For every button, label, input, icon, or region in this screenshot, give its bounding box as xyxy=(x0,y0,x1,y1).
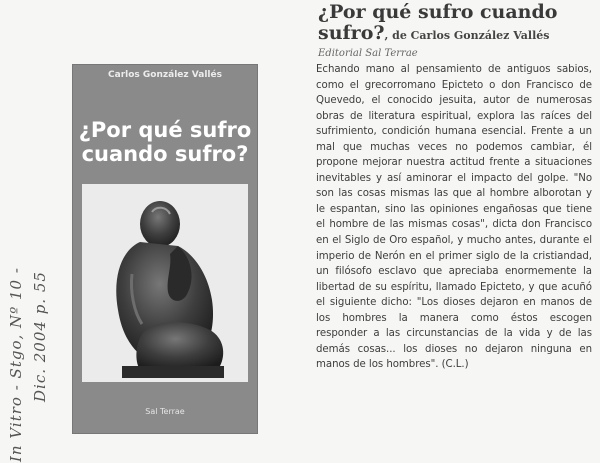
cover-title xyxy=(72,118,258,166)
article-publisher: Editorial Sal Terrae xyxy=(318,48,418,59)
book-cover xyxy=(72,64,258,434)
cover-title-line-2: cuando sufro? xyxy=(81,142,249,166)
margin-note-line-2: Dic. 2004 p. 55 xyxy=(31,271,49,402)
article-title xyxy=(318,2,593,46)
cover-title-line-1: ¿Por qué sufro xyxy=(78,118,252,142)
margin-note-line-1: In Vitro - Stgo, Nº 10 - xyxy=(7,267,25,462)
handwritten-margin-note xyxy=(4,222,52,462)
cover-sculpture-image xyxy=(82,184,248,382)
article-body: Echando mano al pensamiento de antiguos sabios, como el grecorromano Epicteto o don Francisco de Quevedo, el conocido jesuita, autor de numerosas obras de literatura espiritual, explora las raíces del sufrimiento, condición humana esencial. Frente a un mal que muchas veces no podemos cambiar, él propone mejorar nuestra actitud frente a situaciones inevitables y así aminorar el impacto del golpe. "No son las cosas mismas las que al hombre alborotan y le espantan, sino las opiniones engañosas que tiene el hombre de las mismas cosas", dicta don Francisco en el Siglo de Oro español, y mucho antes, durante el imperio de Nerón en el primer siglo de la cristiandad, un filósofo esclavo que apreciaba enormemente la libertad de su espíritu, llamado Epicteto, y que acuñó el siguiente dicho: "Los dioses dejaron en manos de los hombres la manera como éstos escogen responder a las circunstancias de la vida y de las demás cosas... los dioses no dejaron ninguna en manos de los hombres". (C.L.) xyxy=(316,64,592,371)
cover-author: Carlos González Vallés xyxy=(108,70,222,80)
article-title-line-2: sufro? xyxy=(318,22,385,44)
article-title-line-1: ¿Por qué sufro cuando xyxy=(318,1,558,23)
article-byline: , de Carlos González Vallés xyxy=(384,29,550,42)
thinker-sculpture-icon xyxy=(82,184,248,382)
cover-publisher: Sal Terrae xyxy=(145,407,185,416)
